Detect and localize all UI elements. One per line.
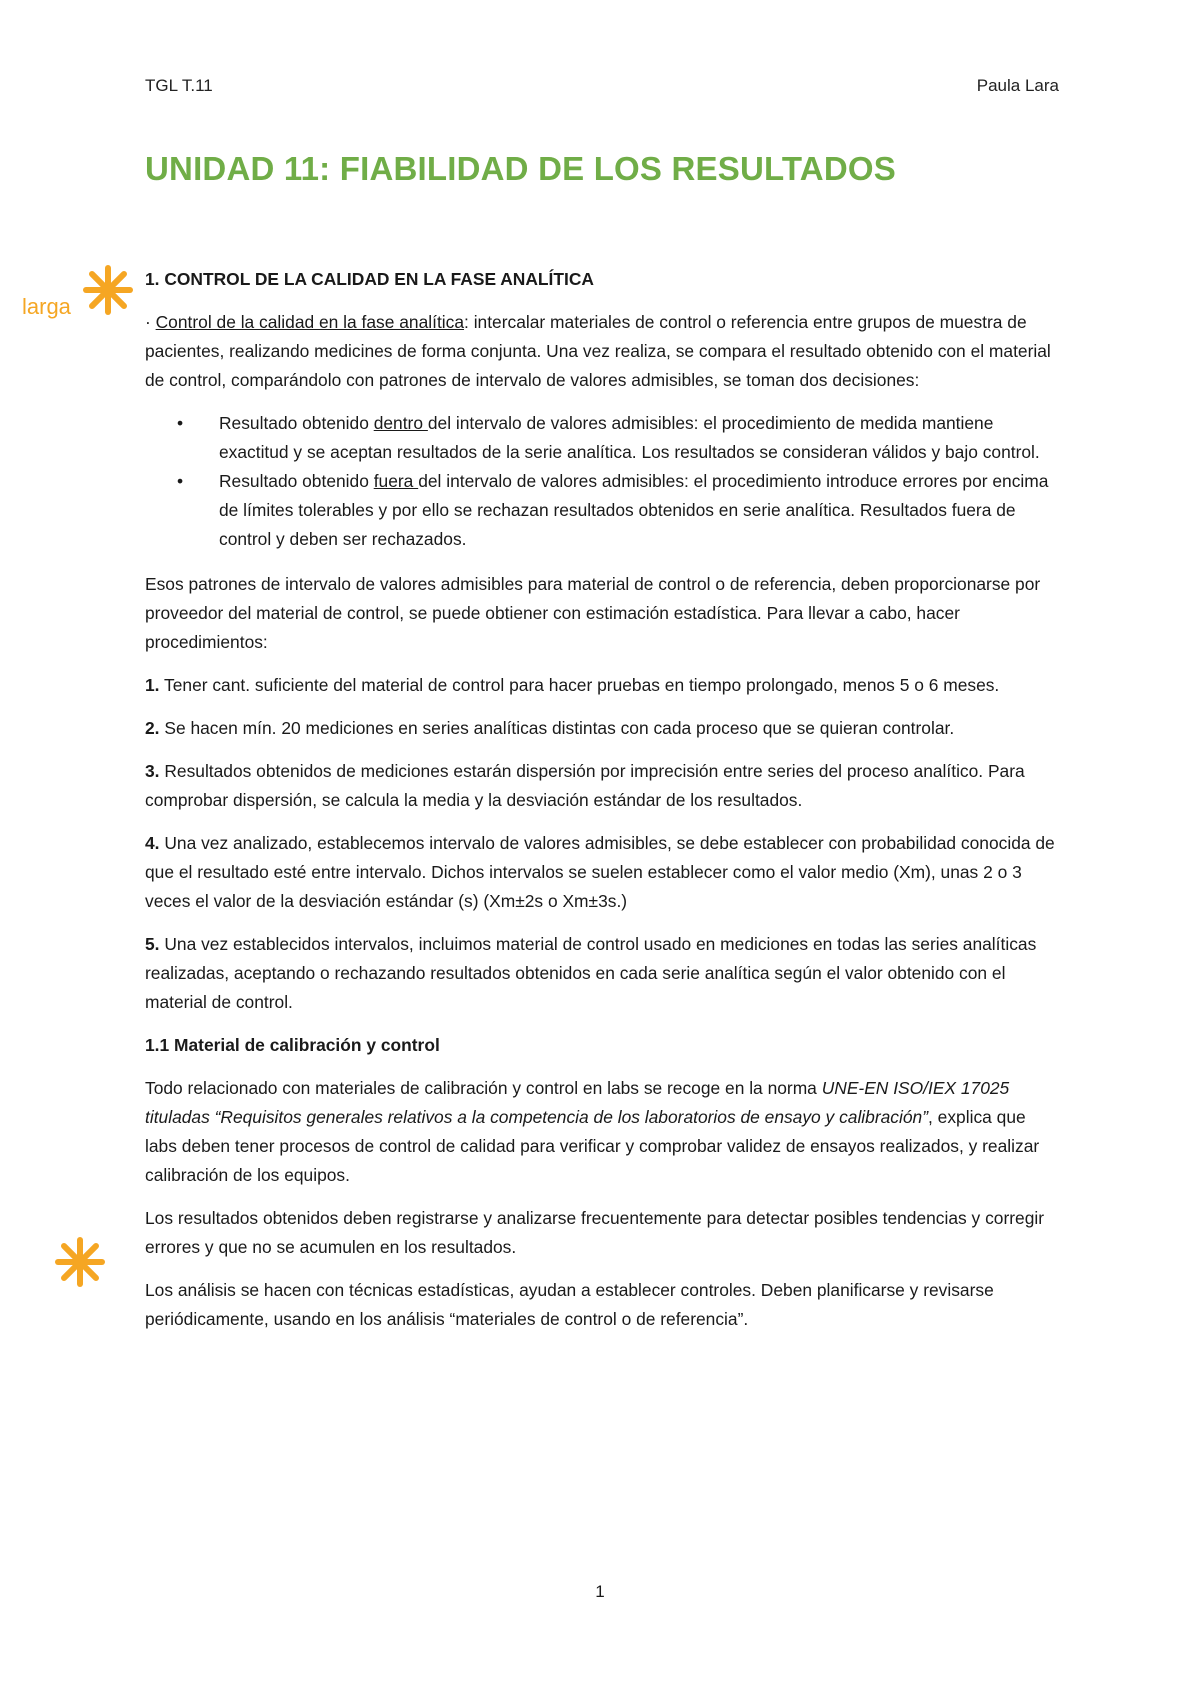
norm-text: , explica que labs deben tener procesos de control de calidad para verificar y comprobar validez de ensayos realizados, y realizar calibración de los equipos. xyxy=(145,1107,1040,1185)
step-number: 1. xyxy=(145,675,160,695)
bullet-icon: • xyxy=(177,471,184,491)
step-text: Se hacen mín. 20 mediciones en series analíticas distintas con cada proceso que se quieran controlar. xyxy=(159,718,955,738)
margin-note-label: larga xyxy=(22,294,71,319)
step-text: Una vez establecidos intervalos, incluimos material de control usado en mediciones en todas las series analíticas realizadas, aceptando o rechazando resultados obtenidos en cada serie analítica según el valor obtenido con el material de control. xyxy=(145,934,1037,1012)
step-item xyxy=(145,757,1060,815)
intro-paragraph xyxy=(145,308,1060,395)
intro-prefix: · xyxy=(145,312,156,332)
step-text: Una vez analizado, establecemos intervalo de valores admisibles, se debe establecer con probabilidad conocida de que el resultado esté entre intervalo. Dichos intervalos se suelen establecer como el valor medio (Xm), unas 2 o 3 veces el valor de la desviación estándar (s) (Xm±2s o Xm±3s.) xyxy=(145,833,1055,911)
analysis-paragraph: Los análisis se hacen con técnicas estadísticas, ayudan a establecer controles. Deben planificarse y revisarse periódicamente, usando en los análisis “materiales de control o de referencia”. xyxy=(145,1280,994,1329)
bullet-text: del intervalo de valores admisibles: el procedimiento introduce errores por encima de límites tolerables y por ello se rechazan resultados obtenidos en serie analítica. Resultados fuera de control y deben ser rechazados. xyxy=(219,471,1049,549)
step-text: Resultados obtenidos de mediciones estarán dispersión por imprecisión entre series del proceso analítico. Para comprobar dispersión, se calcula la media y la desviación estándar de los resultados. xyxy=(145,761,1025,810)
section-heading-1: 1. CONTROL DE LA CALIDAD EN LA FASE ANALÍTICA xyxy=(145,269,594,289)
page-number: 1 xyxy=(595,1582,605,1601)
norm-title: UNE-EN ISO/IEX 17025 tituladas “Requisitos generales relativos a la competencia de los laboratorios de ensayo y calibración” xyxy=(145,1078,1010,1127)
bullet-underlined: dentro xyxy=(373,413,428,433)
header-left: TGL T.11 xyxy=(145,76,213,95)
patterns-paragraph: Esos patrones de intervalo de valores admisibles para material de control o de referencia, deben proporcionarse por proveedor del material de control, se puede obtiener con estimación estadística. Para llevar a cabo, hacer procedimientos: xyxy=(145,574,1041,652)
step-item xyxy=(145,671,1060,700)
bullet-text: Resultado obtenido xyxy=(219,471,374,491)
intro-underlined: Control de la calidad en la fase analítica xyxy=(155,312,465,332)
bullet-underlined: fuera xyxy=(373,471,419,491)
header-right: Paula Lara xyxy=(976,76,1059,95)
asterisk-icon-2 xyxy=(54,1236,106,1288)
document-body xyxy=(145,265,1060,1348)
results-paragraph: Los resultados obtenidos deben registrarse y analizarse frecuentemente para detectar posibles tendencias y corregir errores y que no se acumulen en los resultados. xyxy=(145,1208,1045,1257)
intro-text: : intercalar materiales de control o referencia entre grupos de muestra de pacientes, realizando medicines de forma conjunta. Una vez realiza, se compara el resultado obtenido con el material de control, comparándolo con patrones de intervalo de valores admisibles, se toman dos decisiones: xyxy=(145,312,1051,390)
step-number: 5. xyxy=(145,934,160,954)
step-text: Tener cant. suficiente del material de control para hacer pruebas en tiempo prolongado, menos 5 o 6 meses. xyxy=(159,675,1000,695)
bullet-text: del intervalo de valores admisibles: el procedimiento de medida mantiene exactitud y se aceptan resultados de la serie analítica. Los resultados se consideran válidos y bajo control. xyxy=(219,413,1040,462)
norm-text: Todo relacionado con materiales de calibración y control en labs se recoge en la norma xyxy=(145,1078,822,1098)
step-item xyxy=(145,829,1060,916)
page-title: UNIDAD 11: FIABILIDAD DE LOS RESULTADOS xyxy=(145,150,896,187)
step-number: 2. xyxy=(145,718,160,738)
step-item xyxy=(145,930,1060,1017)
asterisk-icon xyxy=(82,264,134,316)
decision-list xyxy=(145,409,1060,554)
bullet-icon: • xyxy=(177,413,184,433)
step-item xyxy=(145,714,1060,743)
step-number: 3. xyxy=(145,761,160,781)
bullet-text: Resultado obtenido xyxy=(219,413,374,433)
norm-paragraph xyxy=(145,1074,1060,1190)
list-item xyxy=(177,467,1060,554)
list-item xyxy=(177,409,1060,467)
section-heading-1-1: 1.1 Material de calibración y control xyxy=(145,1035,440,1055)
step-number: 4. xyxy=(145,833,160,853)
